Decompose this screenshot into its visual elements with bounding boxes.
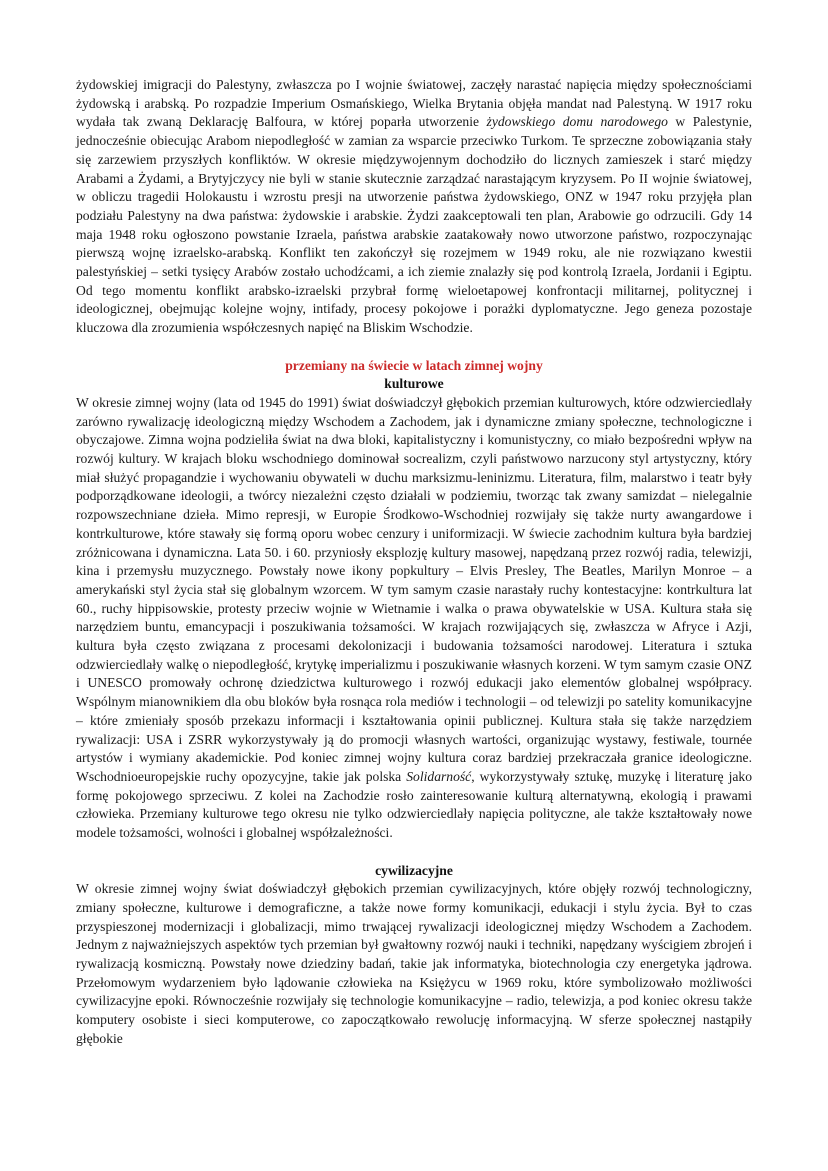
spacer-before-civilizational-heading (76, 843, 752, 862)
emphasis-jewish-national-home: żydowskiego domu narodowego (486, 114, 668, 130)
paragraph-cultural-changes (76, 394, 752, 843)
main-heading-cold-war-changes: przemiany na świecie w latach zimnej wojny (285, 357, 543, 373)
document-content (76, 76, 752, 1049)
subheading-civilizational: cywilizacyjne (375, 862, 453, 878)
paragraph-cultural-part-1: W okresie zimnej wojny (lata od 1945 do 1991) świat doświadczył głębokich przemian kulturowych, które odzwierciedlały zarówno rywalizację ideologiczną między Wschodem a Zachodem, jak i dynamiczne zmiany społeczne, technologiczne i obyczajowe. Zimna wojna podzieliła świat na dwa bloki, kapitalistyczny i komunistyczny, co miało bezpośredni wpływ na rozwój kultury. W krajach bloku wschodniego dominował socrealizm, czyli państwowo narzucony styl artystyczny, który miał służyć propagandzie i wychowaniu obywateli w duchu marksizmu-leninizmu. Literatura, film, malarstwo i teatr były podporządkowane ideologii, a twórcy niezależni często działali w podziemiu, tworząc tak zwany samizdat – nielegalnie rozpowszechniane dzieła. Mimo represji, w Europie Środkowo-Wschodniej rozwijały się także nurty awangardowe i kontrkulturowe, które stawały się formą oporu wobec cenzury i uniformizacji. W świecie zachodnim kultura była bardziej zróżnicowana i dynamiczna. Lata 50. i 60. przyniosły eksplozję kultury masowej, napędzaną przez rozwój radia, telewizji, kina i przemysłu muzycznego. Powstały nowe ikony popkultury – Elvis Presley, The Beatles, Marilyn Monroe – a amerykański styl życia stał się globalnym wzorcem. W tym samym czasie narastały ruchy kontestacyjne: kontrkultura lat 60., ruchy hippisowskie, protesty przeciw wojnie w Wietnamie i walka o prawa obywatelskie w USA. Kultura stała się narzędziem buntu, emancypacji i poszukiwania tożsamości. W krajach rozwijających się, zwłaszcza w Afryce i Azji, kultura była często związana z procesami dekolonizacji i budowania tożsamości narodowej. Literatura i sztuka odzwierciedlały walkę o niepodległość, krytykę imperializmu i poszukiwanie własnych korzeni. W tym samym czasie ONZ i UNESCO promowały ochronę dziedzictwa kulturowego i rozwój edukacji jako elementów globalnej współpracy. Wspólnym mianownikiem dla obu bloków była rosnąca rola mediów i technologii – od telewizji po satelity komunikacyjne – które zmieniały sposób przekazu informacji i kształtowania opinii publicznej. Kultura stała się także narzędziem rywalizacji: USA i ZSRR wykorzystywały ją do promocji własnych wartości, organizując wystawy, festiwale, tournée artystów i wymiany akademickie. Pod koniec zimnej wojny kultura coraz bardziej przekraczała granice ideologiczne. Wschodnioeuropejskie ruchy opozycyjne, takie jak polska (76, 394, 752, 784)
paragraph-intro-part-1: żydowskiej imigracji do Palestyny, zwłaszcza po I wojnie światowej, zaczęły narastać napięcia między społecznościami żydowską i arabską. Po rozpadzie Imperium Osmańskiego, Wielka Brytania objęła mandat nad Palestyną. W 1917 roku wydała tak zwaną Deklarację Balfoura, w której poparła utworzenie (76, 77, 752, 130)
paragraph-intro-conflict (76, 76, 752, 338)
paragraph-civilizational-changes: W okresie zimnej wojny świat doświadczył głębokich przemian cywilizacyjnych, które objęły rozwój technologiczny, zmiany społeczne, kulturowe i demograficzne, a także nowe formy komunikacji, edukacji i stylu życia. Był to czas przyspieszonej modernizacji i globalizacji, mimo trwającej rywalizacji ideologicznej między Wschodem a Zachodem. Jednym z najważniejszych aspektów tych przemian był gwałtowny rozwój nauki i techniki, napędzany wyścigiem zbrojeń i rywalizacją kosmiczną. Powstały nowe dziedziny badań, takie jak informatyka, biotechnologia czy energetyka jądrowa. Przełomowym wydarzeniem było lądowanie człowieka na Księżycu w 1969 roku, które symbolizowało możliwości cywilizacyjne epoki. Równocześnie rozwijały się technologie komunikacyjne – radio, telewizja, a pod koniec okresu także komputery osobiste i sieci komputerowe, co zapoczątkowało rewolucję informacyjną. W sferze społecznej nastąpiły głębokie (76, 881, 752, 1046)
spacer-before-main-heading (76, 338, 752, 357)
paragraph-cultural-part-2: , wykorzystywały sztukę, muzykę i literaturę jako formę pokojowego sprzeciwu. Z kolei na Zachodzie rosło zainteresowanie kulturą alternatywną, ekologią i prawami człowieka. Przemiany kulturowe tego okresu nie tylko odzwierciedlały napięcia polityczne, ale także kształtowały nowe modele tożsamości, wolności i globalnej współzależności. (76, 769, 752, 841)
paragraph-intro-part-2: w Palestynie, jednocześnie obiecując Arabom niepodległość w zamian za wsparcie przeciwko Turkom. Te sprzeczne zobowiązania stały się zarzewiem przyszłych konfliktów. W okresie międzywojennym dochodziło do licznych zamieszek i starć między Arabami a Żydami, a Brytyjczycy nie byli w stanie skutecznie zarządzać narastającym kryzysem. Po II wojnie światowej, w obliczu tragedii Holokaustu i wzrostu presji na utworzenie państwa żydowskiego, ONZ w 1947 roku przyjęła plan podziału Palestyny na dwa państwa: żydowskie i arabskie. Żydzi zaakceptowali ten plan, Arabowie go odrzucili. Gdy 14 maja 1948 roku ogłoszono powstanie Izraela, państwa arabskie zaatakowały nowo utworzone państwo, rozpoczynając pierwszą wojnę izraelsko-arabską. Konflikt ten zakończył się rozejmem w 1949 roku, ale nie rozwiązano kwestii palestyńskiej – setki tysięcy Arabów zostało uchodźcami, a ich ziemie znalazły się pod kontrolą Izraela, Jordanii i Egiptu. Od tego momentu konflikt arabsko-izraelski przybrał formę wieloetapowej konfrontacji militarnej, politycznej i ideologicznej, obejmując kolejne wojny, intifady, procesy pokojowe i porażki dyplomatyczne. Jego geneza pozostaje kluczowa dla zrozumienia współczesnych napięć na Bliskim Wschodzie. (76, 114, 753, 336)
subheading-cultural: kulturowe (384, 376, 444, 392)
emphasis-solidarnosc: Solidarność (406, 769, 472, 784)
